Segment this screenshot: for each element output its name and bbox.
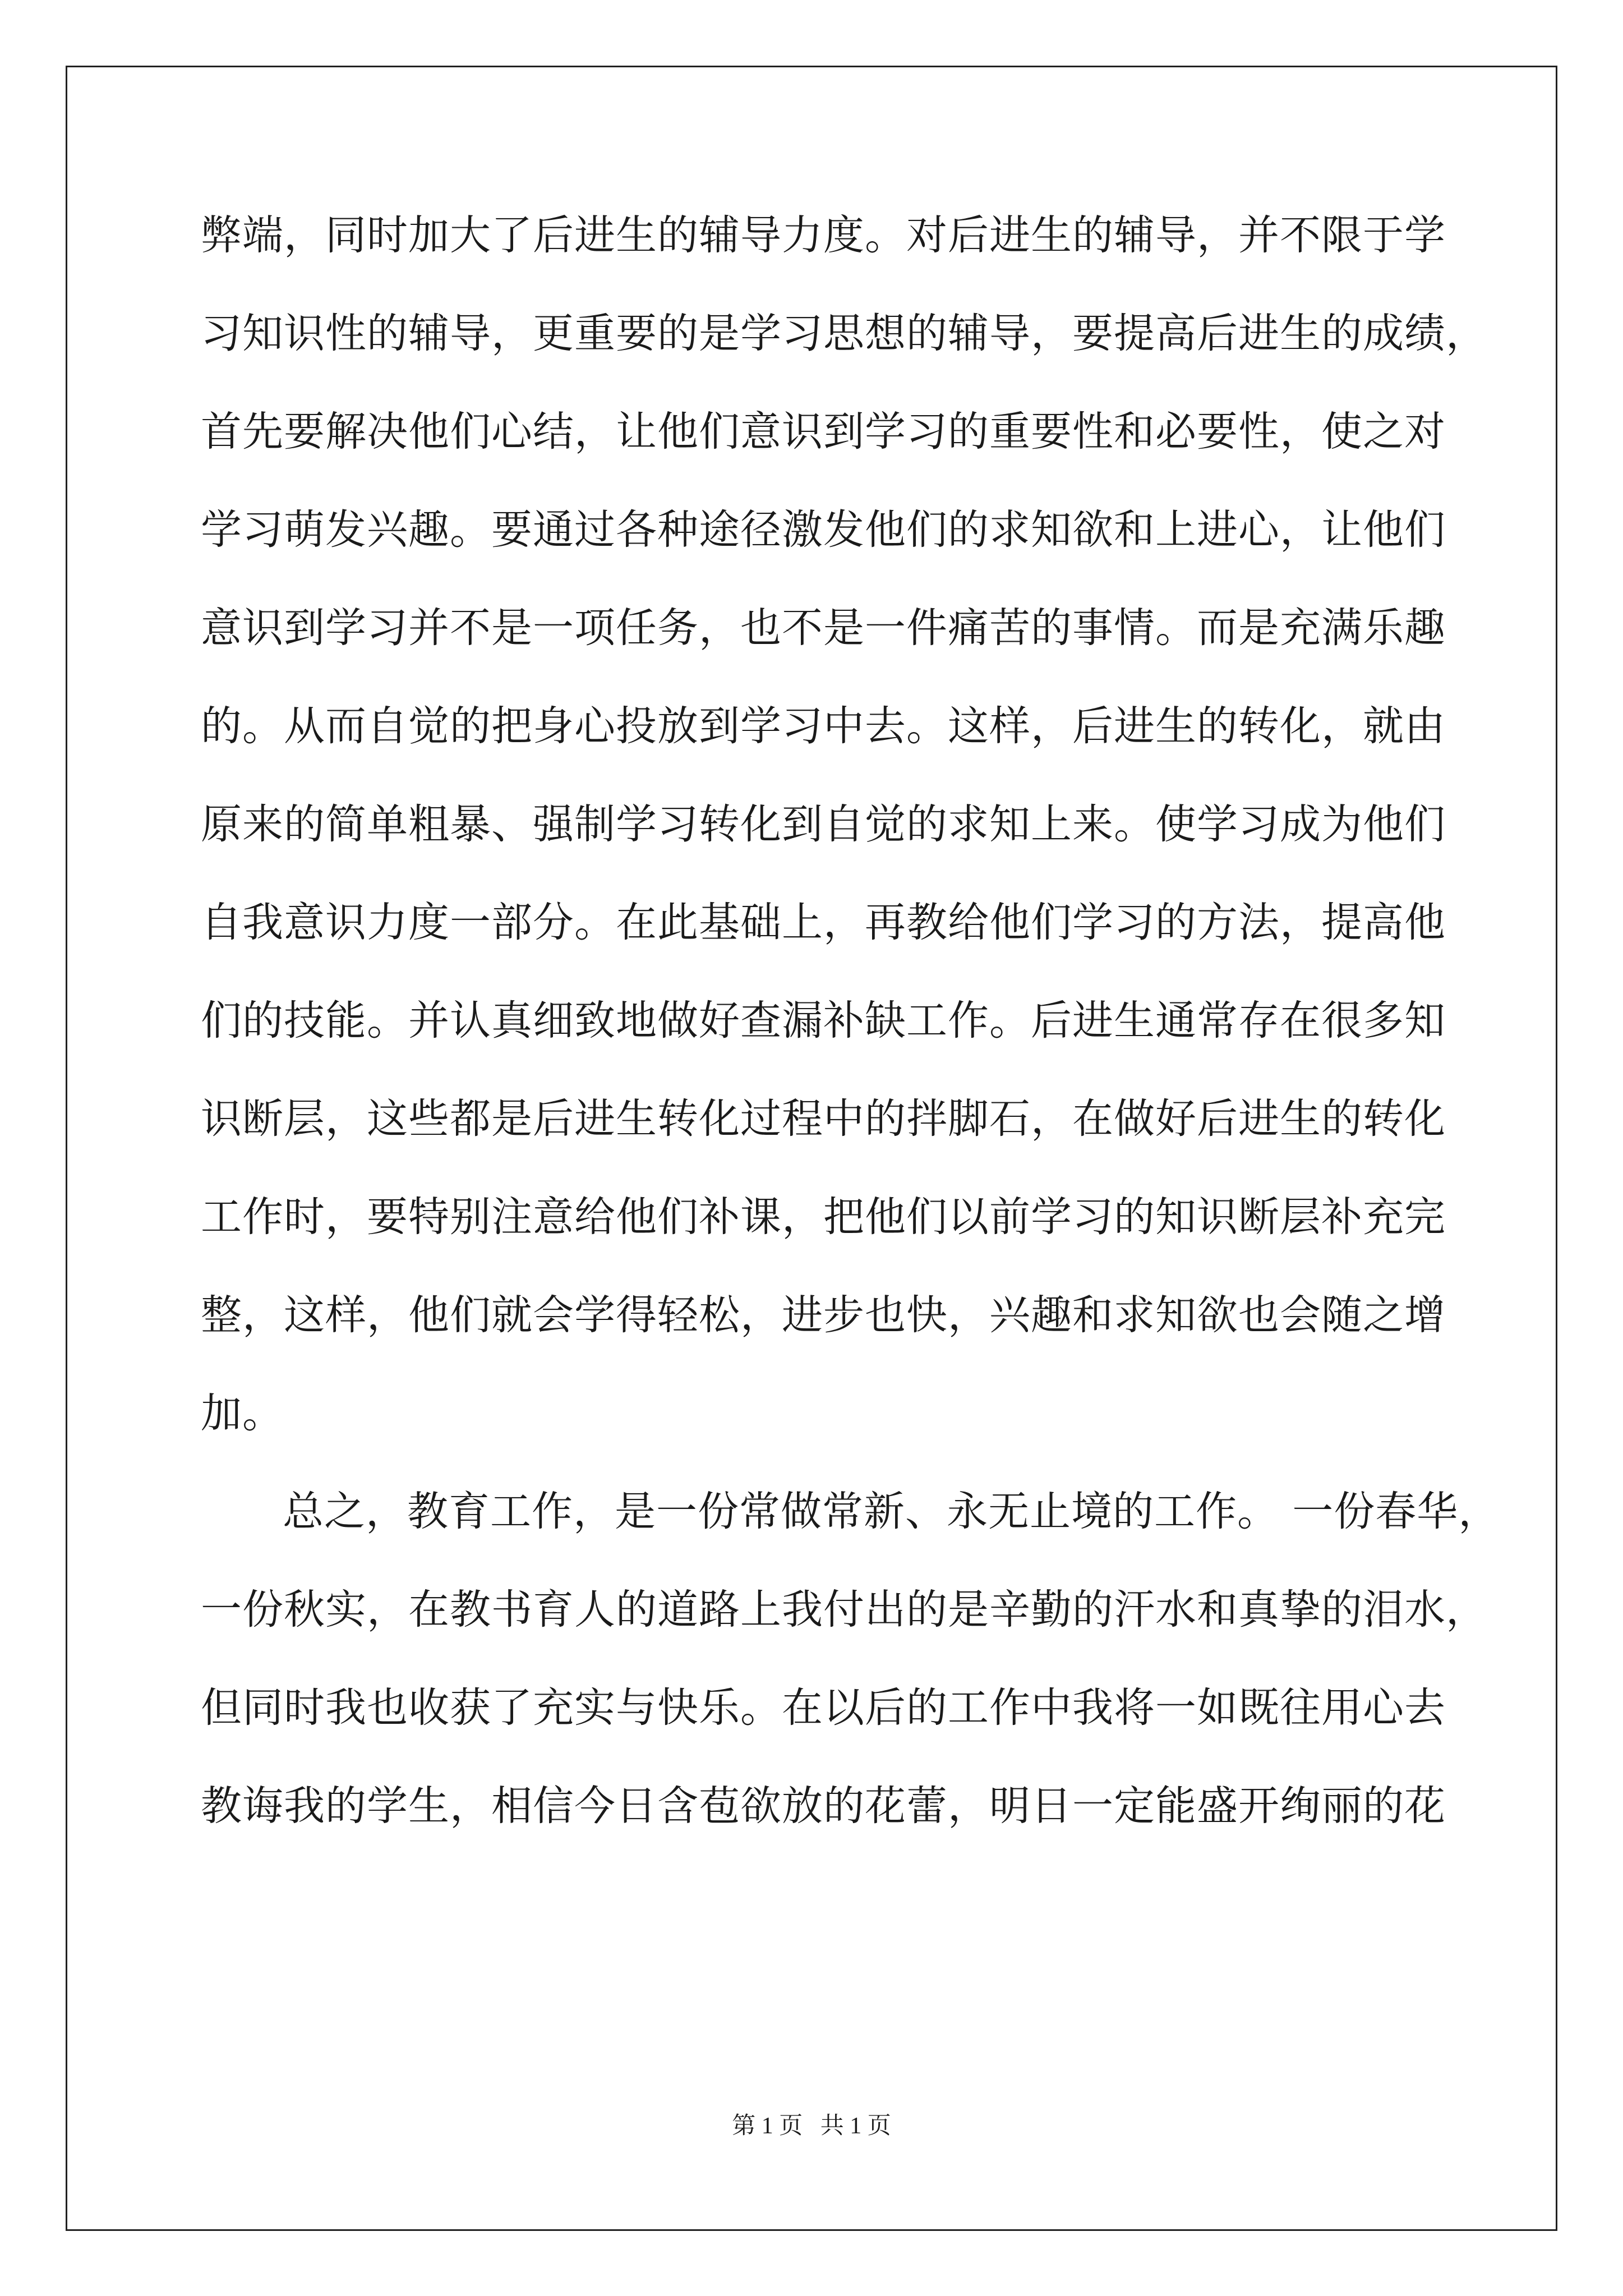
paragraph-2-line-1: 总之，教育工作，是一份常做常新、永无止境的工作。 一份春华， (283, 1488, 1500, 1535)
page-footer (0, 2109, 1623, 2143)
paragraph-1-line-7: 原来的简单粗暴、强制学习转化到自觉的求知上来。使学习成为他们 (201, 800, 1446, 848)
paragraph-1-line-10: 识断层，这些都是后进生转化过程中的拌脚石，在做好后进生的转化 (201, 1095, 1446, 1143)
page-total: 共 1 页 (820, 2113, 891, 2139)
page-number: 第 1 页 (732, 2113, 803, 2139)
paragraph-1-line-5: 意识到学习并不是一项任务，也不是一件痛苦的事情。而是充满乐趣 (201, 604, 1446, 652)
paragraph-1-line-6: 的。从而自觉的把身心投放到学习中去。这样，后进生的转化，就由 (201, 702, 1446, 750)
paragraph-1-line-3: 首先要解决他们心结，让他们意识到学习的重要性和必要性，使之对 (201, 408, 1446, 455)
paragraph-1-line-9: 们的技能。并认真细致地做好查漏补缺工作。后进生通常存在很多知 (201, 997, 1446, 1045)
paragraph-2-line-2: 一份秋实，在教书育人的道路上我付出的是辛勤的汗水和真挚的泪水， (201, 1586, 1487, 1634)
paragraph-1-line-1: 弊端，同时加大了后进生的辅导力度。对后进生的辅导，并不限于学 (201, 211, 1446, 259)
paragraph-1-line-8: 自我意识力度一部分。在此基础上，再教给他们学习的方法，提高他 (201, 899, 1446, 946)
paragraph-1-line-11: 工作时，要特别注意给他们补课，把他们以前学习的知识断层补充完 (201, 1193, 1446, 1241)
paragraph-2-line-4: 教诲我的学生，相信今日含苞欲放的花蕾，明日一定能盛开绚丽的花 (201, 1782, 1446, 1830)
paragraph-1-line-2: 习知识性的辅导，更重要的是学习思想的辅导，要提高后进生的成绩， (201, 310, 1487, 357)
paragraph-1-line-4: 学习萌发兴趣。要通过各种途径激发他们的求知欲和上进心，让他们 (201, 506, 1446, 554)
paragraph-2-line-3: 但同时我也收获了充实与快乐。在以后的工作中我将一如既往用心去 (201, 1684, 1446, 1732)
paragraph-1-line-12: 整，这样，他们就会学得轻松，进步也快，兴趣和求知欲也会随之增 (201, 1291, 1446, 1339)
paragraph-1-line-13: 加。 (201, 1389, 284, 1437)
